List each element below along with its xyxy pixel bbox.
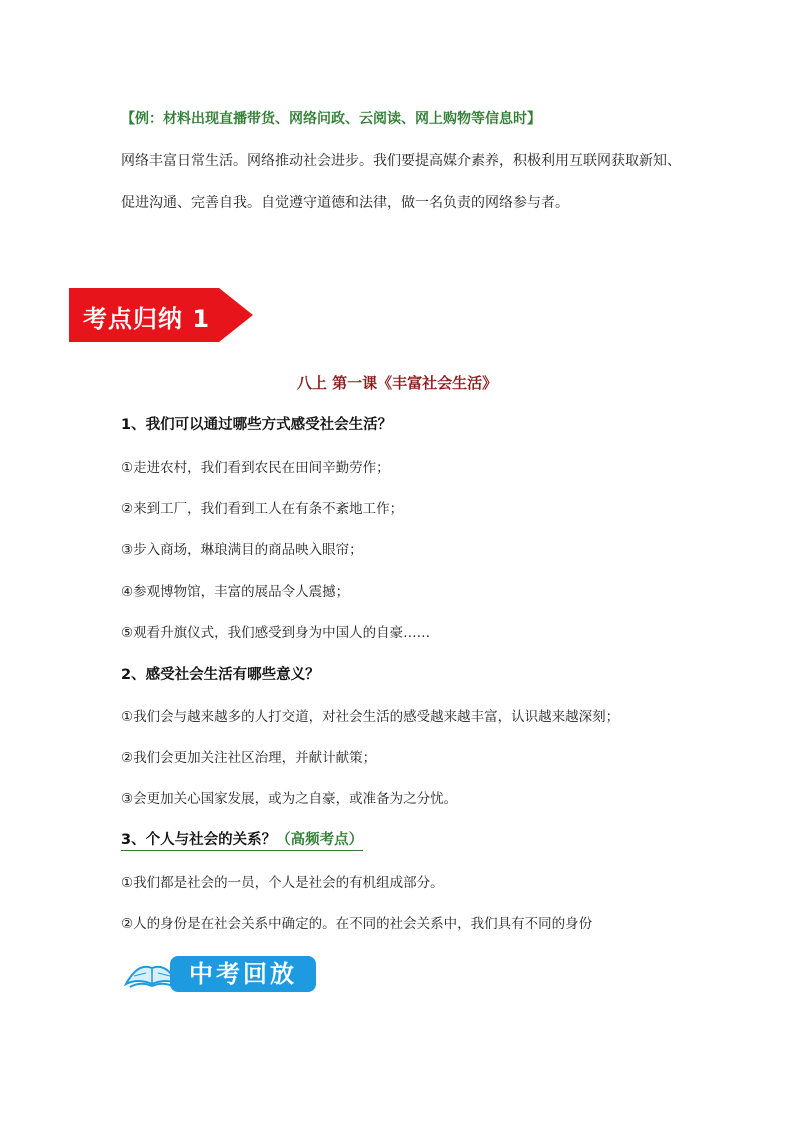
question-3-text: 3、个人与社会的关系？ — [121, 832, 277, 848]
banner-label: 考点归纳 1 — [83, 305, 211, 333]
lesson-title: 八上 第一课《丰富社会生活》 — [296, 374, 498, 392]
list-item: ④参观博物馆，丰富的展品令人震撼； — [121, 584, 350, 600]
list-item: ③会更加关心国家发展，或为之自豪，或准备为之分忧。 — [121, 791, 458, 807]
list-item: ③步入商场，琳琅满目的商品映入眼帘； — [121, 542, 363, 558]
paragraph-line-2: 促进沟通、完善自我。自觉遵守道德和法律，做一名负责的网络参与者。 — [121, 195, 569, 211]
list-item: ①我们都是社会的一员，个人是社会的有机组成部分。 — [121, 875, 444, 891]
list-item: ②我们会更加关注社区治理，并献计献策； — [121, 750, 377, 766]
high-frequency-tag: （高频考点） — [276, 832, 364, 848]
question-3-underline — [121, 832, 363, 851]
list-item: ①我们会与越来越多的人打交道，对社会生活的感受越来越丰富，认识越来越深刻； — [121, 709, 620, 725]
list-item: ⑤观看升旗仪式，我们感受到身为中国人的自豪…… — [121, 625, 431, 641]
question-2-title: 2、感受社会生活有哪些意义？ — [121, 667, 320, 683]
question-1-title: 1、我们可以通过哪些方式感受社会生活？ — [121, 417, 393, 433]
list-item: ②来到工厂，我们看到工人在有条不紊地工作； — [121, 501, 404, 517]
list-item: ②人的身份是在社会关系中确定的。在不同的社会关系中，我们具有不同的身份 — [121, 916, 593, 932]
example-note: 【例：材料出现直播带货、网络问政、云阅读、网上购物等信息时】 — [121, 111, 541, 127]
key-points-banner — [69, 288, 253, 342]
review-label: 中考回放 — [189, 960, 297, 988]
list-item: ①走进农村，我们看到农民在田间辛勤劳作； — [121, 460, 390, 476]
review-pill — [170, 956, 316, 992]
paragraph-line-1: 网络丰富日常生活。网络推动社会进步。我们要提高媒介素养，积极利用互联网获取新知、 — [121, 153, 681, 169]
question-3-title — [121, 828, 363, 849]
exam-review-badge — [122, 950, 318, 996]
